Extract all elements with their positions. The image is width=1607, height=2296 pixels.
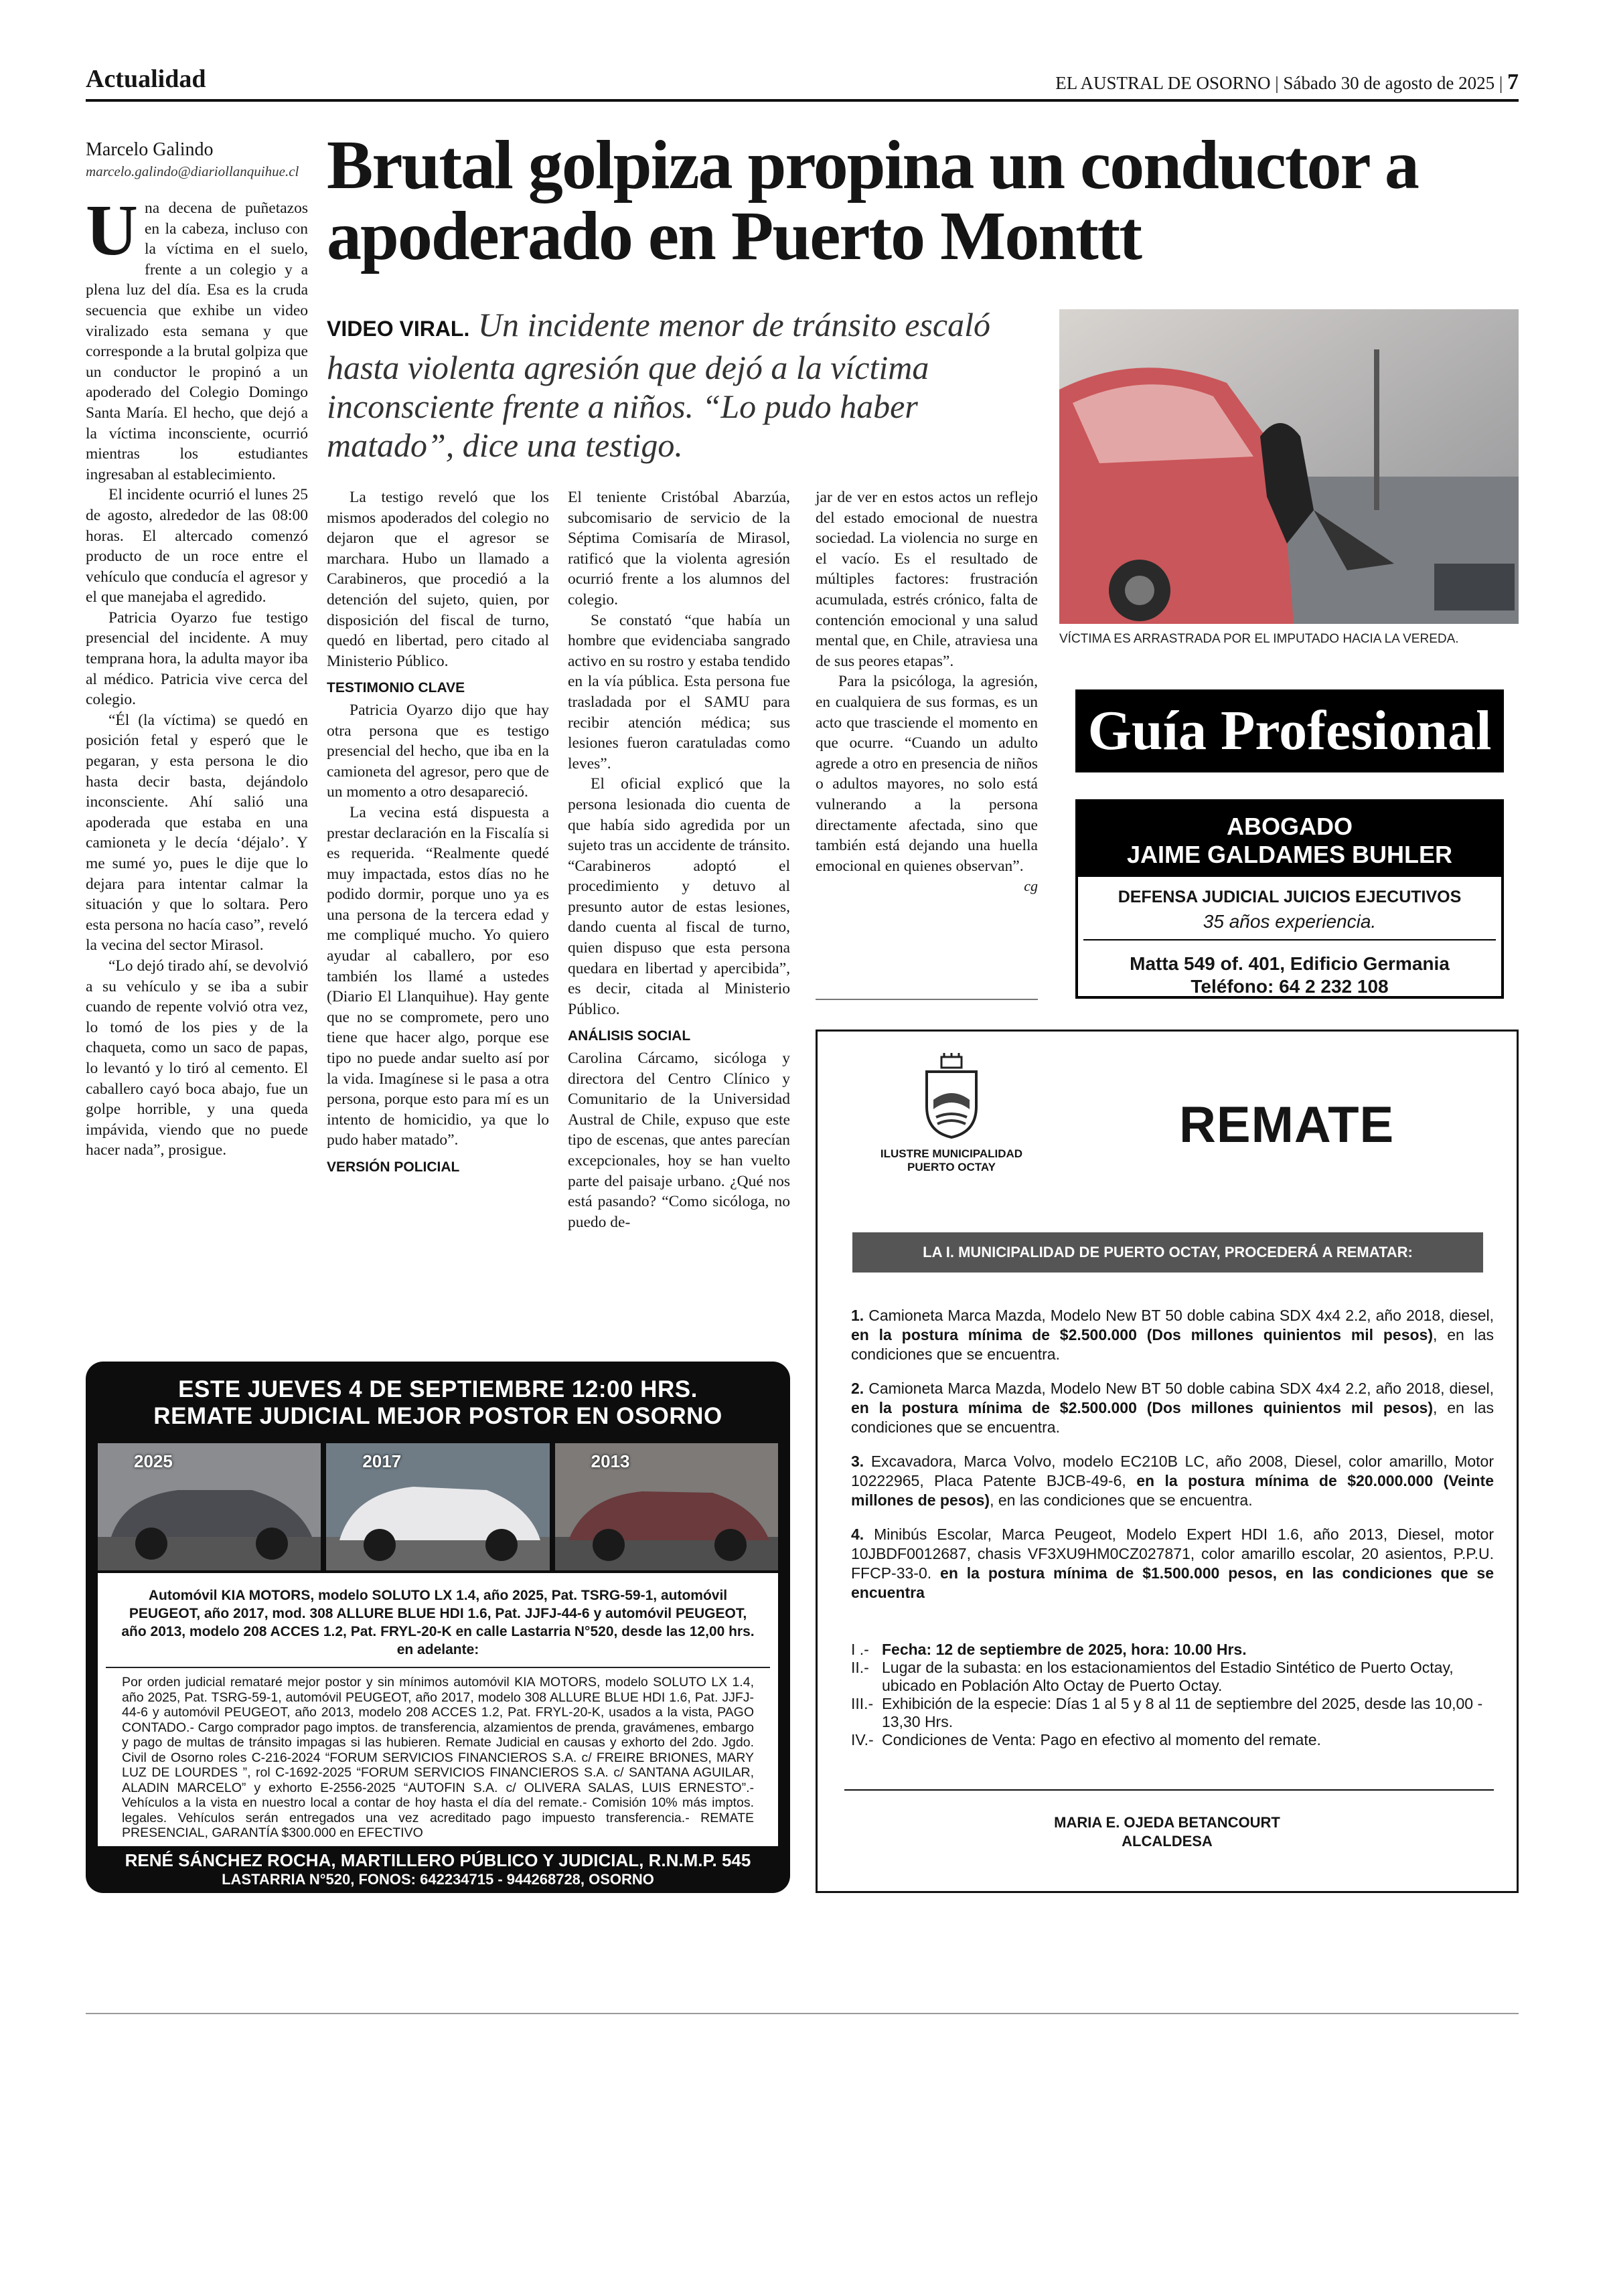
paragraph: Se constató “que había un hombre que evidenciaba sangrado activo en su rostro y estaba tendido en la vía pública. Esta persona fue trasladada por el SAMU para recibir atención médica; sus lesiones fueron caratuladas como leves”. (568, 611, 790, 772)
end-mark: cg (1024, 878, 1038, 895)
paragraph: Patricia Oyarzo fue testigo presencial del incidente. A muy temprana hora, la adulta mayor iba al médico. Patricia vive cerca del colegio. (86, 608, 308, 709)
subhead-testimonio: TESTIMONIO CLAVE (327, 680, 465, 696)
item-price: en la postura mínima de $2.500.000 (Dos millones quinientos mil pesos) (851, 1326, 1433, 1343)
article-column-4 (816, 487, 1038, 897)
headline: Brutal golpiza propina un conductor a apoderado en Puerto Monttt (327, 127, 1418, 274)
car-image (555, 1443, 778, 1570)
car-year-label: 2017 (362, 1451, 402, 1471)
item-number: 2. (851, 1380, 864, 1397)
car-photos (98, 1443, 778, 1570)
item-number: 1. (851, 1307, 864, 1324)
condition-row (851, 1731, 1494, 1749)
condition-number: I .- (851, 1641, 869, 1658)
paragraph: El oficial explicó que la persona lesionada dio cuenta de que había sido agredida por un sujeto tras un accidente de tránsito. “Carabineros adoptó el procedimiento y detuvo al presunto autor de estas lesiones, dando cuenta al fiscal de turno, quien dispuso que esta persona quedara en libertad y apercibida”, es decir, citada al Ministerio Público. (568, 775, 790, 1018)
newspaper-name: EL AUSTRAL DE OSORNO (1055, 73, 1271, 93)
remate-conditions (851, 1641, 1494, 1749)
municipal-crest-icon (921, 1053, 982, 1140)
condition-number: III.- (851, 1695, 874, 1712)
paragraph: Carolina Cárcamo, sicóloga y directora del Centro Clínico y Comunitario de la Universidad Austral de Chile, expuso que este tipo de escenas, que antes parecían excepcionales, hoy se han vuelto parte del paisaje urbano. ¿Qué nos está pasando? “Como sicóloga, no puedo de- (568, 1050, 790, 1231)
martillero-name: RENÉ SÁNCHEZ ROCHA, MARTILLERO PÚBLICO Y JUDICIAL, R.N.M.P. 545 (125, 1850, 751, 1870)
paragraph: El teniente Cristóbal Abarzúa, subcomisario de servicio de la Séptima Comisaría de Mirasol, ratificó que la violenta agresión ocurrió frente a los alumnos del colegio. (568, 489, 790, 608)
subhead-version: VERSIÓN POLICIAL (327, 1159, 460, 1175)
remate-judicial-ad (86, 1362, 790, 1893)
condition-row (851, 1695, 1494, 1731)
column-4-bottom-rule (816, 999, 1038, 1000)
signer-title: ALCALDESA (1122, 1833, 1213, 1850)
article-column-3 (568, 487, 790, 1232)
paragraph: La testigo reveló que los mismos apoderados del colegio no dejaron que el agresor se marchara. Hubo un llamado a Carabineros, que procedió a la detención del sujeto, quien, por disposición del fiscal de turno, quedó en libertad, pero citado al Ministerio Público. (327, 489, 549, 670)
item-text-end: , en las condiciones que se encuentra. (851, 1399, 1494, 1436)
guia-profesional-title: Guía Profesional (1075, 689, 1504, 772)
judicial-heading-1: ESTE JUEVES 4 DE SEPTIEMBRE 12:00 HRS. (178, 1376, 698, 1402)
paragraph: jar de ver en estos actos un reflejo del estado emocional de nuestra sociedad. La violencia no surge en el vacío. Es el resultado de múltiples factores: frustración acumulada, estrés crónico, falta de contención emocional y una salud mental que, en Chile, atraviesa una de sus peores etapas”. (816, 489, 1038, 670)
item-price: en la postura mínima de $20.000.000 (Veinte millones de pesos) (851, 1472, 1494, 1509)
item-number: 3. (851, 1453, 864, 1470)
condition-row (851, 1659, 1494, 1695)
drop-cap: U (86, 191, 138, 270)
subhead-analisis: ANÁLISIS SOCIAL (568, 1028, 691, 1044)
photo-scene (1059, 309, 1519, 624)
condition-number: II.- (851, 1659, 869, 1676)
condition-text: Condiciones de Venta: Pago en efectivo al momento del remate. (882, 1731, 1321, 1748)
abogado-name: JAIME GALDAMES BUHLER (1126, 841, 1453, 868)
item-price: en la postura mínima de $1.500.000 pesos, en las condiciones que se encuentra (851, 1564, 1494, 1601)
remate-item (851, 1452, 1494, 1510)
condition-text: Fecha: 12 de septiembre de 2025, hora: 10.00 Hrs. (882, 1641, 1247, 1658)
item-text: Camioneta Marca Mazda, Modelo New BT 50 doble cabina SDX 4x4 2.2, año 2018, diesel, (868, 1307, 1495, 1324)
author-email: marcelo.galindo@diariollanquihue.cl (86, 163, 299, 179)
remate-item (851, 1306, 1494, 1364)
item-number: 4. (851, 1526, 864, 1543)
paragraph: na decena de puñetazos en la cabeza, incluso con la víctima en el suelo, frente a un colegio y a plena luz del día. Esa es la cruda secuencia que exhibe un video viralizado esta semana y que corresponde a la brutal golpiza que un conductor le propinó a un apoderado del Colegio Domingo Santa María. El hecho, que dejó a la víctima inconsciente, ocurrió mientras los estudiantes ingresaban al establecimiento. (86, 199, 308, 483)
paragraph: “Lo dejó tirado ahí, se devolvió a su vehículo y se iba a subir cuando de repente volvió otra vez, lo tomó de los pies y de la chaqueta, como un saco de papas, lo levantó y lo tiró al cemento. El caballero cayó boca abajo, fue un golpe horrible, y una queda impávida, viendo que no puede hacer nada”, prosigue. (86, 957, 308, 1159)
article-photo (1059, 309, 1519, 624)
condition-number: IV.- (851, 1731, 874, 1748)
judicial-details (98, 1573, 778, 1846)
car-year-label: 2025 (134, 1451, 173, 1471)
header-rule (86, 99, 1519, 102)
author-name: Marcelo Galindo (86, 139, 214, 160)
judicial-terms: Por orden judicial remataré mejor postor y sin mínimos automóvil KIA MOTORS, modelo SOLUTO LX 1.4, año 2025, Pat. TSRG-59-1, automóvil PEUGEOT, año 2017, modelo 308 ALLURE BLUE HDI 1.6, Pat. JJFJ-44-6 y automóvil PEUGEOT, año 2013, modelo 208 ACCES 1.2, Pat. FRYL-20-K, usados a la vista, PAGO CONTADO.- Cargo comprador pago imptos. de transferencia, alzamientos de prenda, gravámenes, embargo y pago de multas de tránsito impagas si las hubieren. Remate Judicial en causas y exhorto del 2do. Jgdo. Civil de Osorno roles C-216-2024 “FORUM SERVICIOS FINANCIEROS S.A. c/ FREIRE BRIONES, MARY LUZ DE LOURDES ”, rol C-1692-2025 “FORUM SERVICIOS FINANCIEROS S.A. c/ SANTANA AGUILAR, ALADIN MARCELO” y exhorto E-2556-2025 “AUTOFIN S.A. c/ OLIVERA SALAS, LUIS ERNESTO”.- Vehículos a la vista en nuestro local a contar de hoy hasta el día del remate.- Comisión 10% más imptos. legales. Vehículos serán entregados una vez acreditado pago impuesto transferencia.- REMATE PRESENCIAL, GARANTÍA $300.000 en EFECTIVO (106, 1667, 770, 1841)
remate-banner: LA I. MUNICIPALIDAD DE PUERTO OCTAY, PROCEDERÁ A REMATAR: (852, 1232, 1483, 1273)
municipality-line-2: PUERTO OCTAY (907, 1161, 996, 1173)
municipality-block (878, 1053, 1025, 1174)
condition-text: Lugar de la subasta: en los estacionamientos del Estadio Sintético de Puerto Octay, ubicado en Población Alto Octay de Puerto Octay. (882, 1659, 1454, 1694)
car-image (98, 1443, 321, 1570)
car-year-label: 2013 (591, 1451, 630, 1471)
item-text: Minibús Escolar, Marca Peugeot, Modelo Expert HDI 1.6, año 2013, Diesel, motor 10JBDF0012687, chasis VF3XU9HM0CZ027871, color amarillo escolar, 20 asientos, P.P.U. FFCP-33-0. (851, 1526, 1494, 1582)
item-text-end: , en las condiciones que se encuentra. (851, 1326, 1494, 1363)
page-number: 7 (1507, 70, 1519, 94)
signature-block (818, 1813, 1517, 1851)
municipality-line-1: ILUSTRE MUNICIPALIDAD (880, 1147, 1023, 1160)
abogado-address: Matta 549 of. 401, Edificio Germania (1130, 953, 1450, 974)
abogado-service: DEFENSA JUDICIAL JUICIOS EJECUTIVOS (1118, 888, 1462, 906)
judicial-footer (86, 1850, 790, 1888)
section-label: Actualidad (86, 65, 206, 93)
article-lead (327, 305, 1023, 465)
judicial-description: Automóvil KIA MOTORS, modelo SOLUTO LX 1.4, año 2025, Pat. TSRG-59-1, automóvil PEUGEOT, año 2017, mod. 308 ALLURE BLUE HDI 1.6, Pat. JJFJ-44-6 y automóvil PEUGEOT, año 2013, modelo 208 ACCES 1.2, Pat. FRYL-20-K en calle Lastarria N°520, desde las 12,00 hrs. en adelante: (121, 1588, 755, 1657)
lead-text: Un incidente menor de tránsito escaló hasta violenta agresión que dejó a la víctima inconsciente frente a niños. “Lo pudo haber matado”, dice una testigo. (327, 306, 990, 464)
remate-item (851, 1525, 1494, 1603)
signer-name: MARIA E. OJEDA BETANCOURT (1054, 1814, 1280, 1831)
car-image (326, 1443, 549, 1570)
abogado-years: 35 años experiencia. (1203, 911, 1377, 932)
paragraph: La vecina está dispuesta a prestar declaración en la Fiscalía si es requerida. “Realmente quedé muy impactada, estos días no he podido dormir, porque uno ya es una persona de la tercera edad y me compliqué mucho. Yo quiero ayudar al caballero, por eso también los llamé a ustedes (Diario El Llanquihue). Hay gente que no se compromete, pero uno tiene que hacer algo, porque ese tipo no puede andar suelto así por la vida. Imagínese si le pasa a otra persona, porque esto para mí es un intento de homicidio, ya que lo pudo haber matado”. (327, 803, 549, 1149)
paragraph: Patricia Oyarzo dijo que hay otra persona que es testigo presencial del hecho, que iba en la camioneta del agresor, pero que de un momento a otro desapareció. (327, 701, 549, 801)
car-photo-2017 (326, 1443, 549, 1570)
car-photo-2025 (98, 1443, 321, 1570)
abogado-header (1078, 802, 1501, 877)
abogado-label: ABOGADO (1227, 813, 1353, 840)
issue-date: Sábado 30 de agosto de 2025 (1283, 73, 1495, 93)
item-text: Camioneta Marca Mazda, Modelo New BT 50 doble cabina SDX 4x4 2.2, año 2018, diesel, (868, 1380, 1495, 1397)
item-text-end: , en las condiciones que se encuentra. (990, 1491, 1253, 1509)
abogado-phone: Teléfono: 64 2 232 108 (1191, 976, 1389, 997)
photo-caption: VÍCTIMA ES ARRASTRADA POR EL IMPUTADO HACIA LA VEREDA. (1059, 632, 1459, 646)
judicial-heading-2: REMATE JUDICIAL MEJOR POSTOR EN OSORNO (153, 1403, 722, 1429)
paragraph: Para la psicóloga, la agresión, en cualquiera de sus formas, es un acto que trasciende el momento en que ocurre. “Cuando un adulto agrede a otro en presencia de niños o adultos mayores, no solo está vulnerando a la persona directamente afectada, sino que también está dejando una huella emocional en quienes observan”. (816, 673, 1038, 875)
remate-items (851, 1306, 1494, 1617)
item-price: en la postura mínima de $2.500.000 (Dos millones quinientos mil pesos) (851, 1399, 1433, 1416)
lead-kicker: VIDEO VIRAL. (327, 317, 470, 341)
page-header-right: EL AUSTRAL DE OSORNO | Sábado 30 de agosto de 2025 | 7 (1055, 70, 1519, 94)
condition-text: Exhibición de la especie: Días 1 al 5 y 8 al 11 de septiembre del 2025, desde las 10,00 - 13,30 Hrs. (882, 1695, 1483, 1730)
abogado-ad (1075, 799, 1504, 999)
remate-municipal-ad (816, 1030, 1519, 1893)
page-bottom-rule (86, 2013, 1519, 2014)
martillero-contact: LASTARRIA N°520, FONOS: 642234715 - 944268728, OSORNO (222, 1871, 654, 1888)
remate-item (851, 1379, 1494, 1437)
article-column-1 (86, 191, 308, 1161)
paragraph: “Él (la víctima) se quedó en posición fetal y esperó que le pegaran, y esta persona le dio hasta decir basta, dejándolo inconsciente. Ahí salió una apoderada que estaba en una camioneta y le decía ‘déjalo’. Y me sumé yo, pues le dije que lo dejara para intentar calmar la situación y que lo soltara. Pero esta persona no hacía caso”, reveló la vecina del sector Mirasol. (86, 711, 308, 955)
article-column-2 (327, 487, 549, 1179)
divider (1083, 939, 1496, 940)
car-photo-2013 (555, 1443, 778, 1570)
item-text: Excavadora, Marca Volvo, modelo EC210B LC, año 2008, Diesel, color amarillo, Motor 10222965, Placa Patente BJCB-49-6, (851, 1453, 1494, 1489)
remate-title: REMATE (1179, 1096, 1395, 1153)
condition-row (851, 1641, 1494, 1659)
signature-rule (844, 1789, 1494, 1791)
paragraph: El incidente ocurrió el lunes 25 de agosto, alrededor de las 08:00 horas. El altercado comenzó producto de un roce entre el vehículo que conducía el agresor y el que manejaba el agredido. (86, 486, 308, 606)
